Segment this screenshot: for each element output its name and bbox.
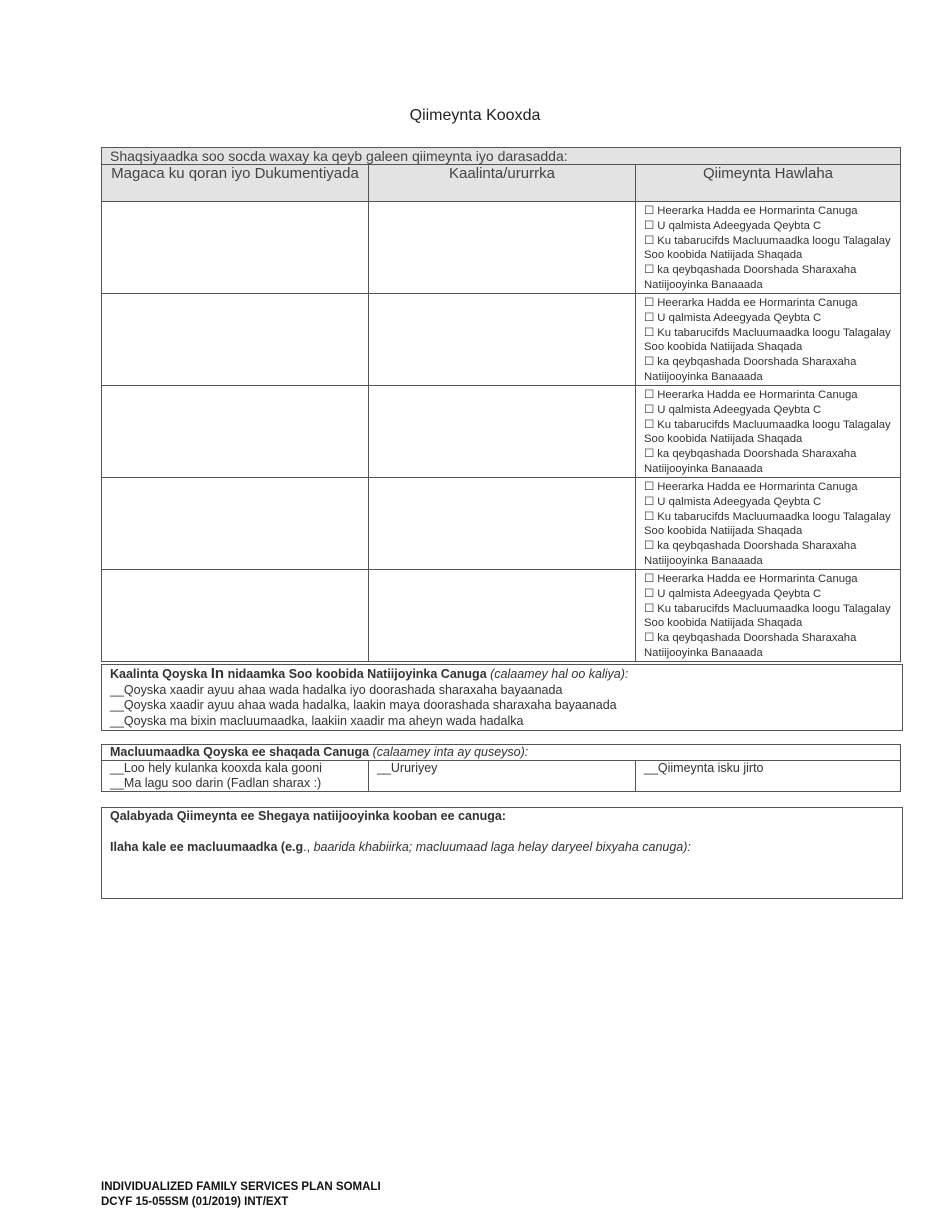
option-current-development[interactable]: ☐ Heerarka Hadda ee Hormarinta Canuga	[644, 389, 858, 401]
family-involvement-title-big: In	[210, 665, 225, 682]
option-collected[interactable]: __Ururiyey	[369, 761, 636, 792]
header-role-agency: Kaalinta/ururrka	[369, 165, 636, 202]
header-name-documentation: Magaca ku qoran iyo Dukumentiyada	[102, 165, 369, 202]
family-involvement-note: (calaamey hal oo kaliya):	[486, 667, 629, 681]
activities-cell	[636, 570, 901, 662]
option-current-development[interactable]: ☐ Heerarka Hadda ee Hormarinta Canuga	[644, 573, 858, 585]
activities-cell	[636, 478, 901, 570]
family-info-note: (calaamey inta ay quseyso):	[369, 745, 529, 759]
footer-form-number: DCYF 15-055SM (01/2019) INT/EXT	[101, 1195, 289, 1208]
role-cell[interactable]	[369, 294, 636, 386]
option-outcome-rating[interactable]: ☐ ka qeybqashada Doorshada Sharaxaha Natiijooyinka Banaaada	[644, 264, 857, 291]
option-part-c-eligibility[interactable]: ☐ U qalmista Adeegyada Qeybta C	[644, 311, 822, 324]
other-sources-sep: .,	[303, 839, 314, 854]
header-assessment-activities: Qiimeynta Hawlaha	[636, 165, 901, 202]
option-not-included[interactable]: __Ma lagu soo darin (Fadlan sharax :)	[110, 776, 322, 790]
option-outcome-summary-info[interactable]: ☐ Ku tabarucifds Macluumaadka loogu Talagalay Soo koobida Natiijada Shaqada	[644, 234, 891, 262]
family-info-col1	[102, 761, 369, 792]
option-outcome-summary-info[interactable]: ☐ Ku tabarucifds Macluumaadka loogu Talagalay Soo koobida Natiijada Shaqada	[644, 510, 891, 538]
other-sources-label: Ilaha kale ee macluumaadka (e.g	[110, 839, 304, 854]
activities-cell	[636, 386, 901, 478]
option-current-development[interactable]: ☐ Heerarka Hadda ee Hormarinta Canuga	[644, 297, 858, 309]
family-involvement-title-part2: nidaamka Soo koobida Natiijoyinka Canuga	[224, 667, 487, 681]
family-involvement-section	[101, 664, 903, 731]
role-cell[interactable]	[369, 570, 636, 662]
activities-cell	[636, 202, 901, 294]
family-info-table	[101, 744, 901, 792]
option-part-c-eligibility[interactable]: ☐ U qalmista Adeegyada Qeybta C	[644, 495, 822, 508]
option-outcome-rating[interactable]: ☐ ka qeybqashada Doorshada Sharaxaha Natiijooyinka Banaaada	[644, 540, 857, 567]
name-cell[interactable]	[102, 386, 369, 478]
name-cell[interactable]	[102, 570, 369, 662]
option-current-development[interactable]: ☐ Heerarka Hadda ee Hormarinta Canuga	[644, 481, 858, 493]
family-involvement-option-1[interactable]: __Qoyska xaadir ayuu ahaa wada hadalka iyo doorashada sharaxaha bayaanada	[110, 682, 563, 697]
other-sources-note: baarida khabiirka; macluumaad laga helay daryeel bixyaha canuga):	[313, 839, 691, 854]
option-part-c-eligibility[interactable]: ☐ U qalmista Adeegyada Qeybta C	[644, 587, 822, 600]
option-part-c-eligibility[interactable]: ☐ U qalmista Adeegyada Qeybta C	[644, 219, 822, 232]
role-cell[interactable]	[369, 386, 636, 478]
role-cell[interactable]	[369, 478, 636, 570]
option-current-development[interactable]: ☐ Heerarka Hadda ee Hormarinta Canuga	[644, 205, 858, 217]
team-assessment-table	[101, 147, 901, 662]
family-involvement-option-3[interactable]: __Qoyska ma bixin macluumaadka, laakiin xaadir ma aheyn wada hadalka	[110, 713, 524, 728]
option-separate-meeting[interactable]: __Loo hely kulanka kooxda kala gooni	[110, 761, 322, 775]
option-outcome-summary-info[interactable]: ☐ Ku tabarucifds Macluumaadka loogu Talagalay Soo koobida Natiijada Shaqada	[644, 418, 891, 446]
option-outcome-rating[interactable]: ☐ ka qeybqashada Doorshada Sharaxaha Natiijooyinka Banaaada	[644, 356, 857, 383]
option-combined-assessment[interactable]: __Qiimeynta isku jirto	[636, 761, 901, 792]
name-cell[interactable]	[102, 294, 369, 386]
activities-cell	[636, 294, 901, 386]
option-outcome-summary-info[interactable]: ☐ Ku tabarucifds Macluumaadka loogu Talagalay Soo koobida Natiijada Shaqada	[644, 602, 891, 630]
page-title: Qiimeynta Kooxda	[409, 107, 541, 124]
name-cell[interactable]	[102, 202, 369, 294]
option-outcome-rating[interactable]: ☐ ka qeybqashada Doorshada Sharaxaha Natiijooyinka Banaaada	[644, 632, 857, 659]
family-involvement-title-part1: Kaalinta Qoyska	[110, 667, 211, 681]
option-part-c-eligibility[interactable]: ☐ U qalmista Adeegyada Qeybta C	[644, 403, 822, 416]
role-cell[interactable]	[369, 202, 636, 294]
family-involvement-title	[110, 666, 894, 683]
other-sources-line	[110, 840, 894, 856]
assessment-tools-section[interactable]	[101, 807, 903, 899]
option-outcome-rating[interactable]: ☐ ka qeybqashada Doorshada Sharaxaha Natiijooyinka Banaaada	[644, 448, 857, 475]
family-involvement-option-2[interactable]: __Qoyska xaadir ayuu ahaa wada hadalka, laakin maya doorashada sharaxaha bayaanada	[110, 698, 617, 712]
footer-form-name: INDIVIDUALIZED FAMILY SERVICES PLAN SOMALI	[101, 1181, 381, 1193]
family-info-title-cell	[102, 745, 901, 761]
option-outcome-summary-info[interactable]: ☐ Ku tabarucifds Macluumaadka loogu Talagalay Soo koobida Natiijada Shaqada	[644, 326, 891, 354]
assessment-tools-title: Qalabyada Qiimeynta ee Shegaya natiijooyinka kooban ee canuga:	[110, 809, 506, 823]
name-cell[interactable]	[102, 478, 369, 570]
form-footer	[101, 1180, 381, 1209]
family-info-title: Macluumaadka Qoyska ee shaqada Canuga	[110, 745, 370, 759]
participants-banner: Shaqsiyaadka soo socda waxay ka qeyb galeen qiimeynta iyo darasadda:	[102, 148, 901, 165]
